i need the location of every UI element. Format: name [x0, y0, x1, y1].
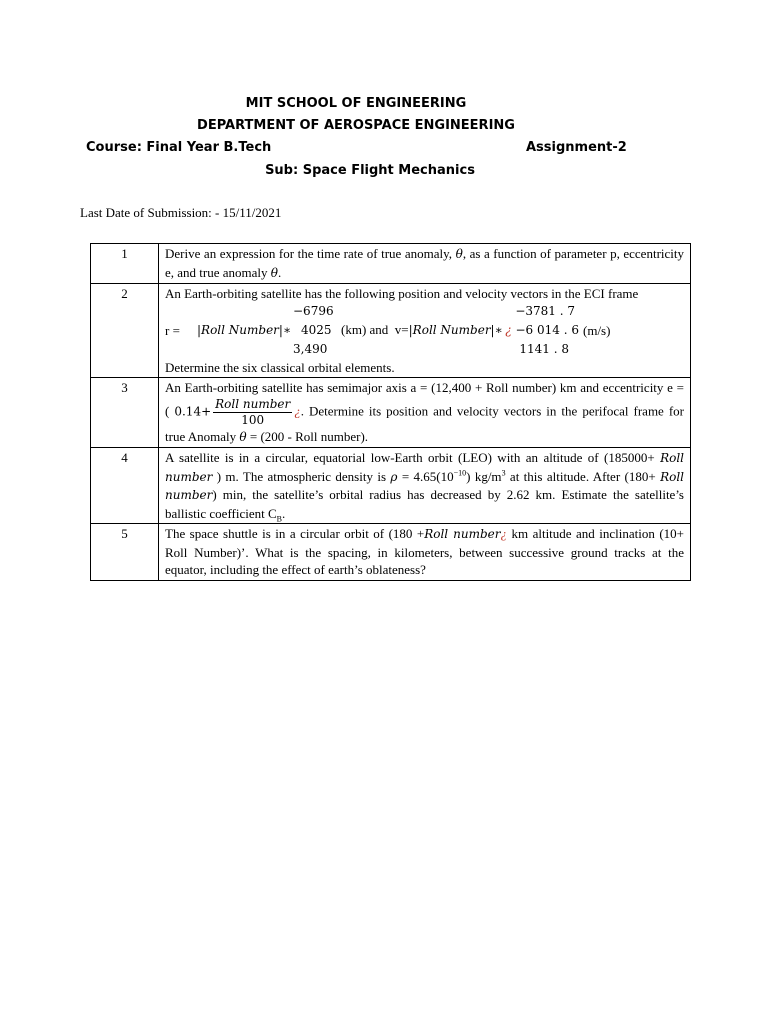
submission-date: Last Date of Submission: - 15/11/2021	[80, 205, 282, 220]
table-row	[91, 378, 691, 448]
question-text-part: = (200 - Roll number).	[246, 428, 369, 444]
question-text	[159, 378, 691, 448]
velocity-prefix	[341, 321, 503, 340]
subscript: B	[276, 514, 283, 524]
v-component-y: −6 014 . 6	[515, 322, 579, 337]
fraction-denominator: 100	[241, 412, 265, 427]
exponent: 3	[501, 468, 506, 478]
v-component-x: −3781 . 7	[515, 303, 575, 318]
v-unit: (m/s)	[583, 322, 611, 338]
table-row	[91, 524, 691, 581]
question-number: 4	[91, 448, 159, 524]
v-label: v=	[394, 322, 409, 338]
rho-symbol: ρ	[390, 469, 398, 484]
question-text-part: An Earth-orbiting satellite has semimajor axis a = (12,400 + Roll number) km and eccentricity e =(	[165, 380, 684, 418]
department-title: DEPARTMENT OF AEROSPACE ENGINEERING	[197, 118, 515, 133]
question-outro: Determine the six classical orbital elements.	[165, 359, 395, 375]
question-text-part: .	[282, 505, 286, 521]
question-number: 3	[91, 378, 159, 448]
roll-number-abs: |Roll Number|∗	[408, 323, 503, 338]
question-text-part: ) kg/m	[466, 468, 502, 484]
theta-symbol: θ	[455, 247, 463, 261]
question-text-part: ) min, the satellite’s orbital radius has decreased by 2.62 km. Estimate the satellite’s ballistic coefficient C	[165, 487, 684, 521]
roll-number: Roll number	[165, 451, 685, 484]
r-label: r =	[165, 322, 180, 338]
question-text-part: = 4.65(10	[397, 468, 454, 484]
question-text-part: ) m. The atmospheric density is	[216, 468, 391, 484]
assignment-label: Assignment-2	[526, 140, 627, 155]
r-component-z: 3,490	[293, 341, 328, 356]
question-text-part: .	[278, 264, 282, 280]
roll-number-abs: |Roll Number|∗	[197, 322, 292, 337]
question-text	[159, 524, 691, 581]
theta-symbol: θ	[270, 265, 278, 280]
i-glyph: ¿	[505, 322, 512, 337]
question-text-part: , as a function of parameter p, eccentricity e, and true anomaly	[165, 246, 684, 280]
question-text-part: Derive an expression for the time rate of true anomaly,	[165, 246, 456, 261]
r-component-y: 4025	[301, 322, 332, 337]
question-text-part: at this altitude. After (180+	[505, 468, 656, 484]
institution-title: MIT SCHOOL OF ENGINEERING	[245, 96, 467, 111]
subject-label: Sub: Space Flight Mechanics	[265, 163, 475, 178]
theta-symbol: θ	[239, 429, 247, 444]
course-label: Course: Final Year B.Tech	[86, 140, 272, 155]
question-number: 1	[91, 244, 159, 284]
vector-block	[165, 303, 684, 359]
table-row	[91, 448, 691, 524]
question-intro: An Earth-orbiting satellite has the following position and velocity vectors in the ECI frame	[165, 286, 639, 301]
roll-number: Roll number	[424, 527, 501, 541]
r-component-x: −6796	[293, 303, 334, 318]
i-glyph: ¿	[294, 402, 301, 418]
question-text-part: . Determine its position and velocity vectors in the perifocal frame for true Anomaly	[165, 402, 684, 444]
exponent: −10	[453, 468, 467, 478]
fraction-numerator: Roll number	[215, 396, 291, 411]
v-component-y-wrap	[471, 322, 579, 340]
eccentricity-constant: 0.14+	[174, 403, 212, 418]
question-text-part: A satellite is in a circular, equatorial low-Earth orbit (LEO) with an altitude of (185000+	[165, 450, 655, 465]
fraction	[213, 397, 292, 428]
question-text	[159, 284, 691, 378]
table-row	[91, 284, 691, 378]
question-text	[159, 448, 691, 524]
r-unit: (km) and	[341, 322, 389, 338]
table-row	[91, 244, 691, 284]
questions-table	[90, 243, 691, 581]
question-number: 5	[91, 524, 159, 581]
i-glyph: ¿	[500, 526, 508, 541]
v-component-z: 1141 . 8	[519, 341, 569, 356]
question-text	[159, 244, 691, 284]
question-number: 2	[91, 284, 159, 378]
question-text-part: km altitude and inclination (10+ Roll Number)’. What is the spacing, in kilometers, between successive ground tracks at the equator, including the effect of earth’s oblateness?	[165, 526, 684, 577]
question-text-part: The space shuttle is in a circular orbit of (180 +	[165, 526, 425, 541]
roll-number: Roll number	[165, 469, 684, 502]
